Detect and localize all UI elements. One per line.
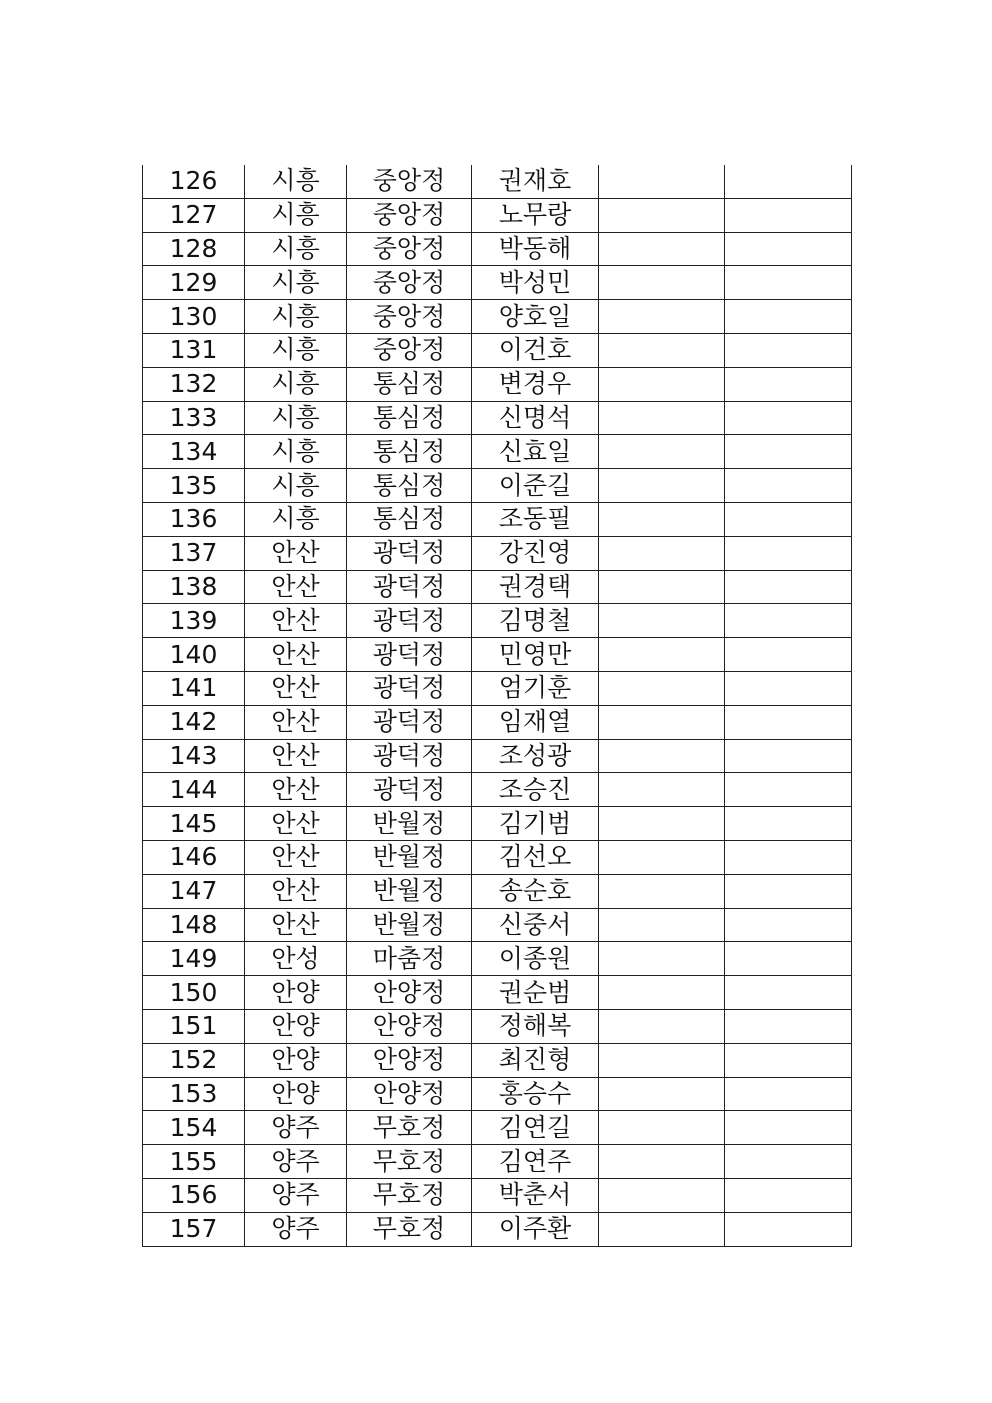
table-row xyxy=(143,165,852,198)
club-cell: 무호정 xyxy=(347,1145,472,1179)
club-cell: 마춤정 xyxy=(347,942,472,976)
roster-table-body xyxy=(143,165,852,1246)
table-row xyxy=(143,705,852,739)
club-cell: 중앙정 xyxy=(347,333,472,367)
blank-cell xyxy=(725,165,852,198)
blank-cell xyxy=(725,469,852,503)
region-cell: 시흥 xyxy=(245,300,347,334)
member-name-cell: 이건호 xyxy=(472,333,599,367)
blank-cell xyxy=(725,198,852,232)
member-name-cell: 엄기훈 xyxy=(472,671,599,705)
region-cell: 시흥 xyxy=(245,469,347,503)
club-cell: 안양정 xyxy=(347,976,472,1010)
blank-cell xyxy=(599,333,725,367)
member-name-cell: 강진영 xyxy=(472,536,599,570)
club-cell: 무호정 xyxy=(347,1212,472,1246)
region-cell: 안산 xyxy=(245,671,347,705)
row-number-cell: 154 xyxy=(143,1111,245,1145)
blank-cell xyxy=(725,604,852,638)
blank-cell xyxy=(599,1178,725,1212)
region-cell: 양주 xyxy=(245,1212,347,1246)
table-row xyxy=(143,333,852,367)
member-name-cell: 박춘서 xyxy=(472,1178,599,1212)
blank-cell xyxy=(599,300,725,334)
row-number-cell: 145 xyxy=(143,807,245,841)
club-cell: 반월정 xyxy=(347,874,472,908)
member-name-cell: 조승진 xyxy=(472,773,599,807)
blank-cell xyxy=(725,840,852,874)
blank-cell xyxy=(725,1145,852,1179)
member-name-cell: 권경택 xyxy=(472,570,599,604)
region-cell: 시흥 xyxy=(245,232,347,266)
table-row xyxy=(143,536,852,570)
table-row xyxy=(143,469,852,503)
region-cell: 안양 xyxy=(245,1043,347,1077)
table-row xyxy=(143,300,852,334)
blank-cell xyxy=(725,502,852,536)
member-name-cell: 노무랑 xyxy=(472,198,599,232)
blank-cell xyxy=(599,942,725,976)
club-cell: 중앙정 xyxy=(347,300,472,334)
region-cell: 시흥 xyxy=(245,165,347,198)
table-row xyxy=(143,367,852,401)
region-cell: 시흥 xyxy=(245,198,347,232)
club-cell: 광덕정 xyxy=(347,773,472,807)
row-number-cell: 135 xyxy=(143,469,245,503)
member-name-cell: 홍승수 xyxy=(472,1077,599,1111)
region-cell: 안산 xyxy=(245,874,347,908)
club-cell: 통심정 xyxy=(347,435,472,469)
blank-cell xyxy=(599,739,725,773)
club-cell: 안양정 xyxy=(347,1009,472,1043)
table-row xyxy=(143,638,852,672)
row-number-cell: 129 xyxy=(143,266,245,300)
blank-cell xyxy=(725,1009,852,1043)
blank-cell xyxy=(599,773,725,807)
member-name-cell: 정해복 xyxy=(472,1009,599,1043)
blank-cell xyxy=(725,908,852,942)
blank-cell xyxy=(599,1009,725,1043)
blank-cell xyxy=(725,401,852,435)
region-cell: 안산 xyxy=(245,840,347,874)
table-row xyxy=(143,773,852,807)
blank-cell xyxy=(725,232,852,266)
region-cell: 안산 xyxy=(245,570,347,604)
blank-cell xyxy=(599,840,725,874)
row-number-cell: 131 xyxy=(143,333,245,367)
row-number-cell: 157 xyxy=(143,1212,245,1246)
club-cell: 광덕정 xyxy=(347,739,472,773)
table-row xyxy=(143,908,852,942)
club-cell: 중앙정 xyxy=(347,266,472,300)
member-name-cell: 박동해 xyxy=(472,232,599,266)
blank-cell xyxy=(599,165,725,198)
table-row xyxy=(143,266,852,300)
row-number-cell: 141 xyxy=(143,671,245,705)
region-cell: 안산 xyxy=(245,807,347,841)
blank-cell xyxy=(599,570,725,604)
blank-cell xyxy=(599,908,725,942)
region-cell: 시흥 xyxy=(245,333,347,367)
region-cell: 양주 xyxy=(245,1145,347,1179)
blank-cell xyxy=(599,874,725,908)
club-cell: 중앙정 xyxy=(347,232,472,266)
table-row xyxy=(143,840,852,874)
row-number-cell: 139 xyxy=(143,604,245,638)
blank-cell xyxy=(725,266,852,300)
club-cell: 광덕정 xyxy=(347,604,472,638)
blank-cell xyxy=(725,773,852,807)
table-row xyxy=(143,198,852,232)
table-row xyxy=(143,502,852,536)
club-cell: 반월정 xyxy=(347,908,472,942)
row-number-cell: 127 xyxy=(143,198,245,232)
blank-cell xyxy=(725,976,852,1010)
club-cell: 통심정 xyxy=(347,367,472,401)
member-name-cell: 권순범 xyxy=(472,976,599,1010)
member-name-cell: 신명석 xyxy=(472,401,599,435)
member-name-cell: 김선오 xyxy=(472,840,599,874)
blank-cell xyxy=(599,671,725,705)
blank-cell xyxy=(725,333,852,367)
member-name-cell: 박성민 xyxy=(472,266,599,300)
blank-cell xyxy=(599,1145,725,1179)
blank-cell xyxy=(599,502,725,536)
club-cell: 무호정 xyxy=(347,1111,472,1145)
table-row xyxy=(143,401,852,435)
club-cell: 광덕정 xyxy=(347,705,472,739)
blank-cell xyxy=(599,401,725,435)
row-number-cell: 130 xyxy=(143,300,245,334)
region-cell: 안양 xyxy=(245,976,347,1010)
table-row xyxy=(143,807,852,841)
blank-cell xyxy=(725,1077,852,1111)
member-name-cell: 민영만 xyxy=(472,638,599,672)
row-number-cell: 155 xyxy=(143,1145,245,1179)
region-cell: 안양 xyxy=(245,1009,347,1043)
member-name-cell: 이주환 xyxy=(472,1212,599,1246)
blank-cell xyxy=(725,1111,852,1145)
blank-cell xyxy=(725,367,852,401)
club-cell: 중앙정 xyxy=(347,165,472,198)
row-number-cell: 152 xyxy=(143,1043,245,1077)
blank-cell xyxy=(599,1111,725,1145)
region-cell: 양주 xyxy=(245,1178,347,1212)
blank-cell xyxy=(599,232,725,266)
member-name-cell: 최진형 xyxy=(472,1043,599,1077)
row-number-cell: 140 xyxy=(143,638,245,672)
blank-cell xyxy=(725,671,852,705)
club-cell: 반월정 xyxy=(347,807,472,841)
row-number-cell: 144 xyxy=(143,773,245,807)
member-name-cell: 신효일 xyxy=(472,435,599,469)
region-cell: 안산 xyxy=(245,773,347,807)
blank-cell xyxy=(725,536,852,570)
blank-cell xyxy=(725,570,852,604)
roster-table xyxy=(142,165,852,1247)
blank-cell xyxy=(725,705,852,739)
blank-cell xyxy=(725,874,852,908)
region-cell: 안산 xyxy=(245,536,347,570)
club-cell: 통심정 xyxy=(347,401,472,435)
club-cell: 광덕정 xyxy=(347,671,472,705)
row-number-cell: 126 xyxy=(143,165,245,198)
region-cell: 안양 xyxy=(245,1077,347,1111)
region-cell: 안성 xyxy=(245,942,347,976)
blank-cell xyxy=(599,976,725,1010)
row-number-cell: 153 xyxy=(143,1077,245,1111)
blank-cell xyxy=(599,1077,725,1111)
member-name-cell: 조동필 xyxy=(472,502,599,536)
blank-cell xyxy=(599,807,725,841)
blank-cell xyxy=(599,536,725,570)
blank-cell xyxy=(599,435,725,469)
blank-cell xyxy=(599,705,725,739)
blank-cell xyxy=(725,1043,852,1077)
row-number-cell: 137 xyxy=(143,536,245,570)
blank-cell xyxy=(599,266,725,300)
table-row xyxy=(143,435,852,469)
club-cell: 반월정 xyxy=(347,840,472,874)
member-name-cell: 송순호 xyxy=(472,874,599,908)
club-cell: 중앙정 xyxy=(347,198,472,232)
blank-cell xyxy=(599,638,725,672)
row-number-cell: 142 xyxy=(143,705,245,739)
row-number-cell: 156 xyxy=(143,1178,245,1212)
row-number-cell: 147 xyxy=(143,874,245,908)
row-number-cell: 149 xyxy=(143,942,245,976)
member-name-cell: 김연주 xyxy=(472,1145,599,1179)
region-cell: 안산 xyxy=(245,908,347,942)
table-row xyxy=(143,570,852,604)
member-name-cell: 권재호 xyxy=(472,165,599,198)
row-number-cell: 136 xyxy=(143,502,245,536)
row-number-cell: 132 xyxy=(143,367,245,401)
blank-cell xyxy=(725,942,852,976)
member-name-cell: 변경우 xyxy=(472,367,599,401)
row-number-cell: 134 xyxy=(143,435,245,469)
member-name-cell: 양호일 xyxy=(472,300,599,334)
row-number-cell: 148 xyxy=(143,908,245,942)
club-cell: 광덕정 xyxy=(347,536,472,570)
club-cell: 광덕정 xyxy=(347,638,472,672)
member-name-cell: 조성광 xyxy=(472,739,599,773)
table-row xyxy=(143,1043,852,1077)
region-cell: 시흥 xyxy=(245,266,347,300)
table-row xyxy=(143,671,852,705)
member-name-cell: 김명철 xyxy=(472,604,599,638)
table-row xyxy=(143,1212,852,1246)
row-number-cell: 151 xyxy=(143,1009,245,1043)
member-name-cell: 이종원 xyxy=(472,942,599,976)
region-cell: 안산 xyxy=(245,604,347,638)
region-cell: 안산 xyxy=(245,739,347,773)
table-row xyxy=(143,1178,852,1212)
table-row xyxy=(143,942,852,976)
region-cell: 시흥 xyxy=(245,435,347,469)
region-cell: 안산 xyxy=(245,638,347,672)
club-cell: 통심정 xyxy=(347,469,472,503)
club-cell: 안양정 xyxy=(347,1043,472,1077)
region-cell: 안산 xyxy=(245,705,347,739)
row-number-cell: 128 xyxy=(143,232,245,266)
member-name-cell: 김연길 xyxy=(472,1111,599,1145)
blank-cell xyxy=(599,367,725,401)
blank-cell xyxy=(725,1212,852,1246)
member-name-cell: 임재열 xyxy=(472,705,599,739)
table-row xyxy=(143,1111,852,1145)
blank-cell xyxy=(725,435,852,469)
table-row xyxy=(143,1077,852,1111)
blank-cell xyxy=(725,300,852,334)
table-row xyxy=(143,739,852,773)
club-cell: 무호정 xyxy=(347,1178,472,1212)
row-number-cell: 150 xyxy=(143,976,245,1010)
blank-cell xyxy=(599,198,725,232)
table-row xyxy=(143,874,852,908)
table-row xyxy=(143,1009,852,1043)
blank-cell xyxy=(725,739,852,773)
row-number-cell: 138 xyxy=(143,570,245,604)
table-row xyxy=(143,1145,852,1179)
blank-cell xyxy=(599,469,725,503)
member-name-cell: 신중서 xyxy=(472,908,599,942)
table-row xyxy=(143,604,852,638)
blank-cell xyxy=(599,604,725,638)
table-row xyxy=(143,232,852,266)
region-cell: 시흥 xyxy=(245,401,347,435)
club-cell: 통심정 xyxy=(347,502,472,536)
region-cell: 시흥 xyxy=(245,502,347,536)
club-cell: 광덕정 xyxy=(347,570,472,604)
table-row xyxy=(143,976,852,1010)
blank-cell xyxy=(725,638,852,672)
row-number-cell: 143 xyxy=(143,739,245,773)
row-number-cell: 146 xyxy=(143,840,245,874)
member-name-cell: 이준길 xyxy=(472,469,599,503)
region-cell: 양주 xyxy=(245,1111,347,1145)
region-cell: 시흥 xyxy=(245,367,347,401)
blank-cell xyxy=(725,807,852,841)
blank-cell xyxy=(599,1212,725,1246)
club-cell: 안양정 xyxy=(347,1077,472,1111)
blank-cell xyxy=(599,1043,725,1077)
row-number-cell: 133 xyxy=(143,401,245,435)
member-name-cell: 김기범 xyxy=(472,807,599,841)
blank-cell xyxy=(725,1178,852,1212)
